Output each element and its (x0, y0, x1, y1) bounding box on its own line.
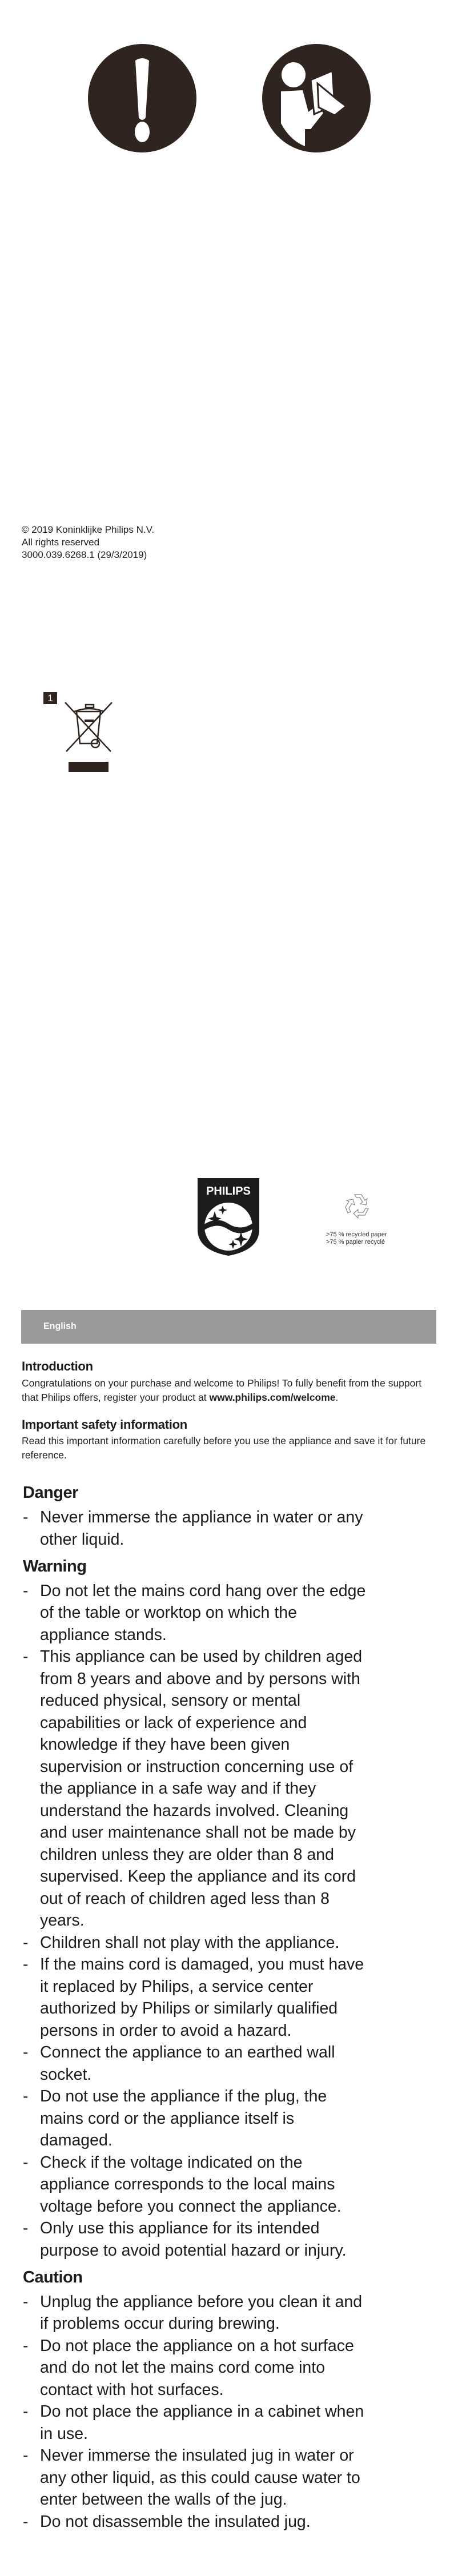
list-item-line: damaged. (40, 2131, 113, 2149)
bullet-dash: - (23, 1581, 29, 1600)
list-item-line: This appliance can be used by children aged (40, 1647, 363, 1666)
list-item (23, 2335, 445, 2401)
section-heading-caution: Caution (23, 2268, 83, 2286)
list-item-line: Never immerse the insulated jug in water or (40, 2446, 354, 2465)
list-item-line: Do not place the appliance in a cabinet when (40, 2402, 364, 2421)
bullet-dash: - (23, 1508, 29, 1526)
introduction-body: Congratulations on your purchase and welcome to Philips! To fully benefit from the support that Philips offers, register your product at (22, 1377, 422, 1403)
list-item (23, 1646, 445, 1932)
safety-intro-text: Read this important information carefully before you use the appliance and save it for future reference. (22, 1435, 426, 1461)
philips-shield-logo (198, 1178, 259, 1256)
list-item-line: appliance corresponds to the local mains (40, 2175, 335, 2193)
bullet-dash: - (23, 1955, 29, 1974)
introduction-section (22, 1359, 439, 1462)
bullet-dash: - (23, 2292, 29, 2311)
list-item-line: and do not let the mains cord come into (40, 2358, 326, 2377)
list-item (23, 2291, 445, 2335)
read-manual-icon (262, 43, 371, 153)
list-item (23, 2511, 445, 2533)
list-item (23, 1506, 445, 1550)
list-item-line: other liquid. (40, 1530, 124, 1549)
period: . (335, 1392, 339, 1403)
list-item-line: understand the hazards involved. Cleaning (40, 1801, 349, 1820)
recycled-paper-note (326, 1231, 387, 1246)
list-item-line: and user maintenance shall not be made by (40, 1823, 356, 1842)
bullet-dash: - (23, 2512, 29, 2531)
list-item-line: years. (40, 1911, 85, 1930)
list-item-line: any other liquid, as this could cause water to (40, 2468, 360, 2487)
list-item-line: from 8 years and above and by persons with (40, 1669, 360, 1688)
list-item-line: purpose to avoid potential hazard or injury. (40, 2241, 347, 2260)
list-item (23, 2401, 445, 2445)
list-item-line: authorized by Philips or similarly qualified (40, 1999, 338, 2018)
list-item-line: in use. (40, 2424, 88, 2443)
list-item (23, 2041, 445, 2085)
bullet-dash: - (23, 2336, 29, 2355)
list-item-line: socket. (40, 2065, 92, 2084)
bullet-dash: - (23, 2153, 29, 2172)
list-item (23, 2217, 445, 2261)
crossed-bin-icon (64, 700, 114, 773)
section-heading-warning: Warning (23, 1557, 87, 1576)
recycled-paper-fr: >75 % papier recyclé (326, 1239, 385, 1245)
list-item-line: Do not let the mains cord hang over the edge (40, 1581, 366, 1600)
list-item-line: contact with hot surfaces. (40, 2380, 224, 2399)
list-item-line: Connect the appliance to an earthed wall (40, 2043, 335, 2061)
language-label: English (43, 1321, 77, 1331)
list-item-line: supervision or instruction concerning use of (40, 1757, 353, 1776)
list-item-line: Children shall not play with the appliance. (40, 1933, 340, 1952)
list-item-line: Do not place the appliance on a hot surface (40, 2336, 354, 2355)
list-item-line: voltage before you connect the appliance. (40, 2197, 342, 2216)
bullet-dash: - (23, 1933, 29, 1952)
language-header-bar (21, 1310, 436, 1344)
list-item (23, 1580, 445, 1646)
list-item-line: If the mains cord is damaged, you must have (40, 1955, 364, 1974)
bullet-dash: - (23, 1647, 29, 1666)
introduction-heading: Introduction (22, 1359, 93, 1373)
list-item-line: if problems occur during brewing. (40, 2314, 280, 2333)
list-item-line: mains cord or the appliance itself is (40, 2109, 295, 2128)
bullet-dash: - (23, 2043, 29, 2061)
introduction-text (22, 1376, 439, 1405)
list-item-line: Check if the voltage indicated on the (40, 2153, 303, 2172)
list-item-line: Do not disassemble the insulated jug. (40, 2512, 311, 2531)
recycled-paper-en: >75 % recycled paper (326, 1231, 387, 1238)
list-item-line: Unplug the appliance before you clean it and (40, 2292, 363, 2311)
list-item-line: it replaced by Philips, a service center (40, 1977, 314, 1996)
list-item (23, 2085, 445, 2152)
bullet-dash: - (23, 2087, 29, 2105)
list-item-line: out of reach of children aged less than 8 (40, 1889, 330, 1908)
list-item-line: enter between the walls of the jug. (40, 2490, 287, 2509)
list-item-line: the appliance in a safe way and if they (40, 1779, 316, 1798)
list-item-line: persons in order to avoid a hazard. (40, 2021, 292, 2040)
list-item-line: capabilities or lack of experience and (40, 1713, 307, 1732)
list-item-line: reduced physical, sensory or mental (40, 1691, 301, 1710)
copyright-block (22, 524, 154, 561)
bullet-dash: - (23, 2402, 29, 2421)
section-heading-danger: Danger (23, 1484, 78, 1502)
bullet-dash: - (23, 2219, 29, 2237)
safety-heading: Important safety information (22, 1417, 187, 1432)
list-item (23, 2445, 445, 2511)
figure-number-badge: 1 (43, 692, 57, 704)
exclamation-icon (87, 43, 197, 153)
list-item-line: appliance stands. (40, 1625, 167, 1644)
safety-sections (23, 1482, 445, 2533)
welcome-link[interactable]: www.philips.com/welcome (209, 1392, 336, 1403)
rights-line: All rights reserved (22, 537, 100, 548)
document-number: 3000.039.6268.1 (29/3/2019) (22, 549, 147, 560)
copyright-line: © 2019 Koninklijke Philips N.V. (22, 524, 155, 535)
list-item-line: of the table or worktop on which the (40, 1604, 297, 1622)
list-item-line: supervised. Keep the appliance and its cord (40, 1867, 356, 1886)
list-item-line: children unless they are older than 8 and (40, 1845, 334, 1864)
list-item-line: Never immerse the appliance in water or any (40, 1508, 363, 1526)
svg-text:PHILIPS: PHILIPS (206, 1185, 251, 1197)
recycle-icon (344, 1192, 372, 1219)
list-item-line: Only use this appliance for its intended (40, 2219, 320, 2237)
list-item (23, 1954, 445, 2041)
list-item (23, 2152, 445, 2218)
list-item-line: knowledge if they have been given (40, 1735, 290, 1754)
bullet-dash: - (23, 2446, 29, 2465)
list-item-line: Do not use the appliance if the plug, the (40, 2087, 327, 2105)
list-item (23, 1932, 445, 1954)
